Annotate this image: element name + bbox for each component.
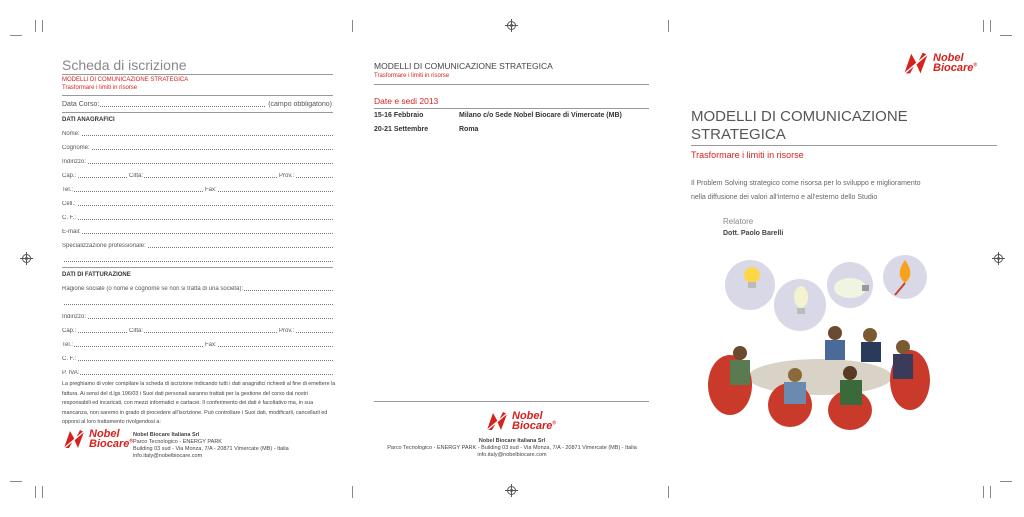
- company-name-field-label: Ragione sociale (o nome e cognome se non si tratta di una società):: [62, 286, 244, 292]
- crop-mark: [990, 20, 991, 32]
- specialization-field-label: Specializzazione professionale:: [62, 243, 146, 249]
- city-field-label: Città:: [129, 173, 144, 179]
- logo-line2: Biocare: [933, 62, 974, 74]
- company-email[interactable]: info.italy@nobelbiocare.com: [477, 452, 547, 458]
- crop-mark: [983, 486, 984, 498]
- logo-line1: Nobel: [512, 409, 543, 422]
- course-subtitle: Trasformare i limiti in risorse: [62, 85, 138, 91]
- cover-subtitle: Trasformare i limiti in risorse: [691, 150, 804, 160]
- crop-mark: [35, 486, 36, 498]
- date-field-label: Data Corso:: [62, 101, 100, 108]
- divider: [374, 108, 649, 109]
- nobel-biocare-logo: [485, 410, 556, 432]
- person-figure: [890, 340, 930, 410]
- company-name: Nobel Biocare Italiana Srl: [478, 438, 546, 444]
- crop-mark: [352, 20, 353, 32]
- company-name-field-continued[interactable]: [62, 300, 333, 306]
- logo-line1: Nobel: [89, 427, 120, 440]
- cover-title-line1: MODELLI DI COMUNICAZIONE: [691, 108, 908, 125]
- company-address-line1: Parco Tecnologico - ENERGY PARK: [133, 439, 222, 445]
- crop-mark: [1000, 481, 1012, 482]
- speaker-name: Dott. Paolo Barelli: [723, 230, 784, 237]
- cover-description: [691, 177, 921, 205]
- match-flame-icon: [883, 255, 927, 299]
- crop-mark: [42, 20, 43, 32]
- person-figure: [861, 328, 881, 362]
- cover-title: [691, 108, 908, 144]
- logo-registered: ®: [129, 438, 134, 445]
- date-field[interactable]: [62, 101, 333, 108]
- billing-cap-field-label: Cap.:: [62, 328, 77, 334]
- address-field-label: Indirizzo:: [62, 159, 87, 165]
- company-name-field[interactable]: [62, 286, 333, 292]
- meeting-table: [748, 359, 892, 395]
- vat-field[interactable]: [62, 370, 333, 376]
- nobel-biocare-logo-icon: [62, 428, 88, 450]
- registration-mark-icon: [20, 252, 33, 265]
- billing-cap-city-prov-field[interactable]: [62, 328, 333, 334]
- surname-field-label: Cognome:: [62, 145, 90, 151]
- form-title: Scheda di iscrizione: [62, 57, 187, 73]
- speaker-label: Relatore: [723, 217, 754, 226]
- nobel-biocare-logo-icon: [902, 50, 932, 76]
- cell-field[interactable]: [62, 201, 333, 207]
- address-field[interactable]: [62, 159, 333, 165]
- billing-cf-field[interactable]: [62, 356, 333, 362]
- cell-field-label: Cell.:: [62, 201, 76, 207]
- email-field-label: E-mail:: [62, 229, 81, 235]
- billing-prov-field-label: Prov.:: [279, 328, 295, 334]
- middle-course-title: MODELLI DI COMUNICAZIONE STRATEGICA: [374, 61, 553, 71]
- session-date: 15-16 Febbraio: [374, 112, 424, 119]
- crop-mark: [668, 486, 669, 498]
- crop-mark: [983, 20, 984, 32]
- email-field[interactable]: [62, 229, 333, 235]
- nobel-biocare-logo: [902, 50, 977, 76]
- person-figure: [825, 326, 845, 360]
- nobel-biocare-logo-icon: [485, 410, 511, 432]
- logo-line1: Nobel: [933, 51, 964, 64]
- cf-field-label: C. F.:: [62, 215, 77, 221]
- crop-mark: [10, 35, 22, 36]
- privacy-notice: La preghiamo di voler compilare la scheda di iscrizione indicando tutti i dati anagrafici richiesti al fine di emettere la fattura. Ai sensi del d.lgs 196/03 i Suoi dati personali saranno trattati per la gestione del corso dai nostri responsabili ed incaricati, con mezzi informatici e cartacei. Il conferimento dei dati è facoltativo ma, in sua mancanza, non saremo in grado di procedere all'iscrizione. Può controllare i Suoi dati, modificarli, cancellarli ed opporsi al loro trattamento rivolgendosi a:: [62, 381, 336, 426]
- cover-title-line2: STRATEGICA: [691, 126, 786, 143]
- nobel-biocare-logo: [62, 428, 133, 450]
- company-name: Nobel Biocare Italiana Srl: [133, 432, 200, 438]
- billing-fax-field-label: Fax:: [205, 342, 217, 348]
- meeting-illustration: [700, 255, 940, 430]
- cover-description-line1: Il Problem Solving strategico come risorsa per lo sviluppo e miglioramento: [691, 180, 921, 187]
- divider: [374, 84, 649, 85]
- course-title: MODELLI DI COMUNICAZIONE STRATEGICA: [62, 77, 189, 83]
- registration-mark-icon: [505, 484, 518, 497]
- middle-company-address: [360, 438, 664, 459]
- logo-registered: ®: [552, 420, 557, 427]
- cover-description-line2: nella diffusione dei valori all'interno e all'esterno dello Studio: [691, 194, 878, 201]
- billing-tel-field-label: Tel.:: [62, 342, 74, 348]
- company-address: [133, 432, 289, 460]
- session-place: Milano c/o Sede Nobel Biocare di Vimercate (MB): [459, 112, 622, 119]
- billing-tel-fax-field[interactable]: [62, 342, 333, 348]
- logo-line2: Biocare: [512, 420, 553, 432]
- cap-city-prov-field[interactable]: [62, 173, 333, 179]
- divider: [62, 112, 333, 113]
- company-address-line2: Building 03 sud - Via Monza, 7/A - 20871 Vimercate (MB) - Italia: [133, 446, 289, 452]
- tel-fax-field[interactable]: [62, 187, 333, 193]
- crop-mark: [668, 20, 669, 32]
- specialization-field[interactable]: [62, 243, 333, 249]
- logo-registered: ®: [973, 62, 978, 69]
- section-heading-billing: DATI DI FATTURAZIONE: [62, 272, 131, 278]
- middle-course-subtitle: Trasformare i limiti in risorse: [374, 73, 450, 79]
- dates-heading: Date e sedi 2013: [374, 96, 439, 106]
- cf-field[interactable]: [62, 215, 333, 221]
- person-figure: [708, 346, 752, 415]
- prov-field-label: Prov.:: [279, 173, 295, 179]
- registration-mark-icon: [505, 19, 518, 32]
- session-date: 20-21 Settembre: [374, 126, 429, 133]
- company-address-line: Parco Tecnologico - ENERGY PARK - Building 03 sud - Via Monza, 7/A - 20871 Vimercate (MB) - Italia: [387, 445, 637, 451]
- crop-mark: [352, 486, 353, 498]
- billing-cf-field-label: C. F.:: [62, 356, 77, 362]
- logo-line2: Biocare: [89, 438, 130, 450]
- divider: [62, 95, 333, 96]
- registration-mark-icon: [992, 252, 1005, 265]
- crop-mark: [10, 481, 22, 482]
- name-field-label: Nome:: [62, 131, 80, 137]
- cap-field-label: Cap.:: [62, 173, 77, 179]
- billing-city-field-label: Città:: [129, 328, 144, 334]
- divider: [691, 145, 997, 146]
- lightbulb-idea-icon: [725, 260, 775, 310]
- divider: [374, 401, 649, 402]
- fax-field-label: Fax:: [205, 187, 217, 193]
- date-field-note: (campo obbligatorio): [268, 101, 332, 108]
- session-place: Roma: [459, 126, 479, 133]
- billing-address-field-label: Indirizzo:: [62, 314, 87, 320]
- specialization-field-continued[interactable]: [62, 257, 333, 263]
- crop-mark: [42, 486, 43, 498]
- lightbulb-idea-icon: [774, 279, 826, 331]
- tel-field-label: Tel.:: [62, 187, 74, 193]
- billing-address-field[interactable]: [62, 314, 333, 320]
- crop-mark: [35, 20, 36, 32]
- surname-field[interactable]: [62, 145, 333, 151]
- crop-mark: [1000, 35, 1012, 36]
- company-email[interactable]: info.italy@nobelbiocare.com: [133, 453, 203, 459]
- divider: [62, 267, 333, 268]
- vat-field-label: P. IVA:: [62, 370, 80, 376]
- section-heading-personal: DATI ANAGRAFICI: [62, 117, 115, 123]
- crop-mark: [990, 486, 991, 498]
- lightbulb-idea-icon: [827, 262, 873, 308]
- divider: [62, 74, 333, 75]
- name-field[interactable]: [62, 131, 333, 137]
